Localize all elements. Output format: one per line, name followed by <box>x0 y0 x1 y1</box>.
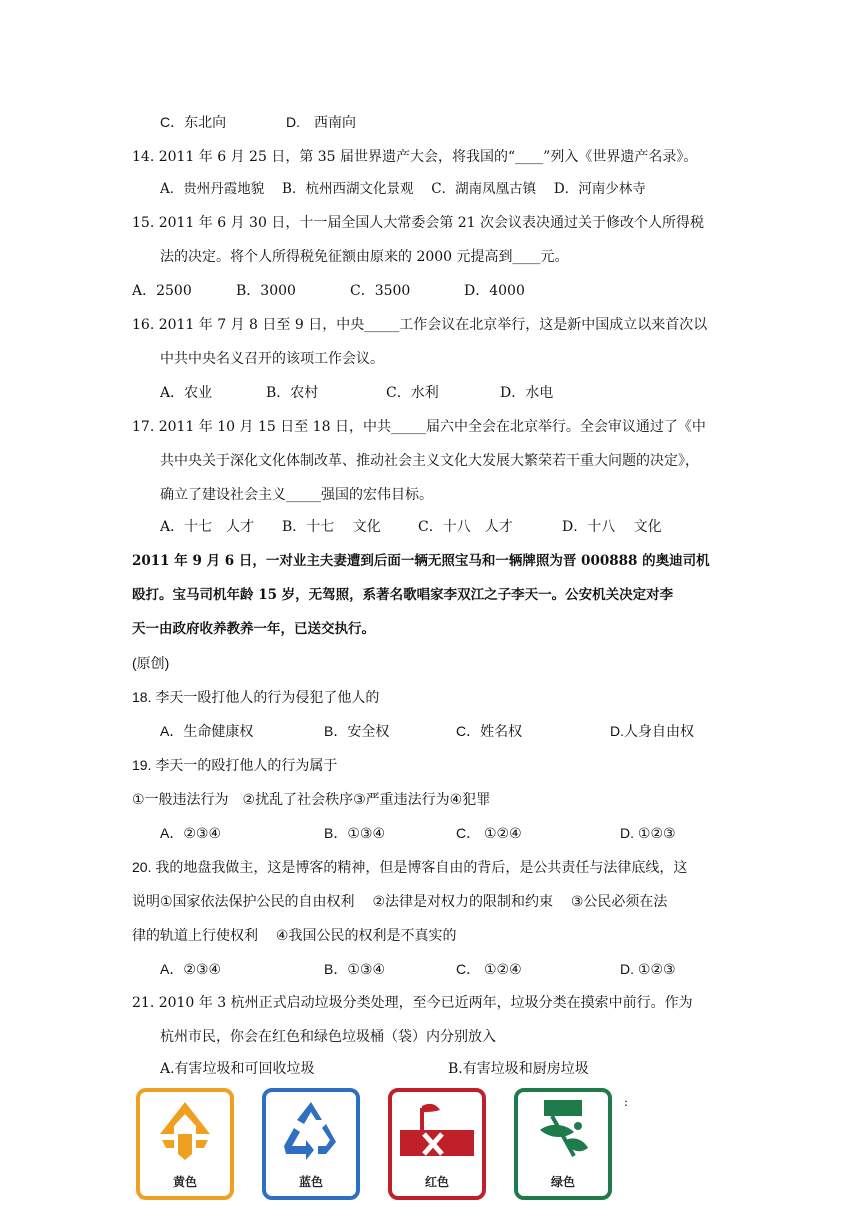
q16-option-c: C．水利 <box>386 385 439 401</box>
q19-option-d: D. ①②③ <box>620 825 676 841</box>
q21-stem-line2: 杭州市民，你会在红色和绿色垃圾桶（袋）内分别放入 <box>160 1029 496 1045</box>
bin-label-yellow: 黄色 <box>172 1175 197 1189</box>
q14-stem: 14. 2011 年 6 月 25 日，第 35 届世界遗产大会，将我国的“____”列入《世界遗产名录》。 <box>132 149 698 165</box>
q19-stem: 19. 李天一的殴打他人的行为属于 <box>132 757 338 773</box>
q17-option-d: D．十八 文化 <box>562 519 662 535</box>
q19-option-c: C． ①②④ <box>456 825 522 841</box>
q13-option-c: C．东北向 <box>160 114 227 130</box>
q21-option-a: A.有害垃圾和可回收垃圾 <box>160 1061 315 1077</box>
q21-option-b: B.有害垃圾和厨房垃圾 <box>448 1061 589 1077</box>
q19-option-b: B．①③④ <box>324 825 385 841</box>
q21-stem-line1: 21. 2010 年 3 杭州正式启动垃圾分类处理，至今已近两年，垃圾分类在摸索中前行。作为 <box>132 995 693 1011</box>
q18-option-d: D.人身自由权 <box>610 723 694 739</box>
q17-option-c: C．十八 人才 <box>418 519 513 535</box>
kitchen-waste-icon <box>522 1096 604 1164</box>
passage-source: (原创) <box>132 655 170 671</box>
q16-stem-line1: 16. 2011 年 7 月 8 日至 9 日，中央_____工作会议在北京举行，这是新中国成立以来首次以 <box>132 317 708 333</box>
q15-stem-line1: 15. 2011 年 6 月 30 日，十一届全国人大常委会第 21 次会议表决通过关于修改个人所得税 <box>132 215 705 231</box>
q16-option-a: A．农业 <box>160 385 213 401</box>
q15-option-a: A．2500 <box>132 283 192 299</box>
q17-option-a: A．十七 人才 <box>160 519 255 535</box>
q20-stem-line1: 20. 我的地盘我做主，这是博客的精神，但是博客自由的背后，是公共责任与法律底线，这 <box>132 859 688 875</box>
q13-option-d: D. 西南向 <box>286 114 356 130</box>
q15-option-b: B．3000 <box>236 283 296 299</box>
q15-option-d: D．4000 <box>464 283 525 299</box>
q20-option-c: C． ①②④ <box>456 961 522 977</box>
q19-items: ①一般违法行为 ②扰乱了社会秩序③严重违法行为④犯罪 <box>132 791 491 807</box>
bin-label-blue: 蓝色 <box>298 1175 323 1189</box>
q17-stem-line1: 17. 2011 年 10 月 15 日至 18 日，中共_____届六中全会在北京举行。全会审议通过了《中 <box>132 419 706 435</box>
bin-label-red: 红色 <box>424 1175 449 1189</box>
passage-line2: 殴打。宝马司机年龄 15 岁，无驾照，系著名歌唱家李双江之子李天一。公安机关决定对李 <box>132 587 674 603</box>
harmful-waste-icon <box>396 1096 478 1164</box>
q16-option-b: B．农村 <box>266 385 319 401</box>
blue-bin <box>262 1088 360 1200</box>
q18-option-b: B．安全权 <box>324 723 390 739</box>
q17-option-b: B．十七 文化 <box>282 519 381 535</box>
q20-option-a: A．②③④ <box>160 961 221 977</box>
q15-option-c: C．3500 <box>350 283 411 299</box>
passage-line3: 天一由政府收养教养一年，已送交执行。 <box>132 621 375 637</box>
q20-option-d: D. ①②③ <box>620 961 676 977</box>
recycle-icon <box>270 1096 352 1164</box>
red-bin <box>388 1088 486 1200</box>
q14-options: A．贵州丹霞地貌 B．杭州西湖文化景观 C．湖南凤凰古镇 D．河南少林寺 <box>160 181 646 197</box>
q18-option-a: A．生命健康权 <box>160 723 254 739</box>
q20-stem-line2: 说明①国家依法保护公民的自由权利 ②法律是对权力的限制和约束 ③公民必须在法 <box>132 893 668 909</box>
q20-stem-line3: 律的轨道上行使权利 ④我国公民的权利是不真实的 <box>132 927 457 943</box>
q18-stem: 18. 李天一殴打他人的行为侵犯了他人的 <box>132 689 380 705</box>
q15-stem-line2: 法的决定。将个人所得税免征额由原来的 2000 元提高到____元。 <box>160 249 569 265</box>
q16-option-d: D．水电 <box>500 385 554 401</box>
q20-option-b: B．①③④ <box>324 961 385 977</box>
green-bin <box>514 1088 612 1200</box>
q17-stem-line3: 确立了建设社会主义_____强国的宏伟目标。 <box>160 487 433 503</box>
bin-label-green: 绿色 <box>550 1175 575 1189</box>
yellow-bin <box>136 1088 234 1200</box>
passage-line1: 2011 年 9 月 6 日，一对业主夫妻遭到后面一辆无照宝马和一辆牌照为晋 000888 的奥迪司机 <box>132 553 710 569</box>
hazard-arrow-icon <box>144 1096 226 1164</box>
q16-stem-line2: 中共中央名义召开的该项工作会议。 <box>160 351 384 367</box>
stray-colon: : <box>624 1095 629 1109</box>
q17-stem-line2: 共中央关于深化文化体制改革、推动社会主义文化大发展大繁荣若干重大问题的决定》， <box>160 453 699 469</box>
q18-option-c: C．姓名权 <box>456 723 523 739</box>
q19-option-a: A．②③④ <box>160 825 221 841</box>
